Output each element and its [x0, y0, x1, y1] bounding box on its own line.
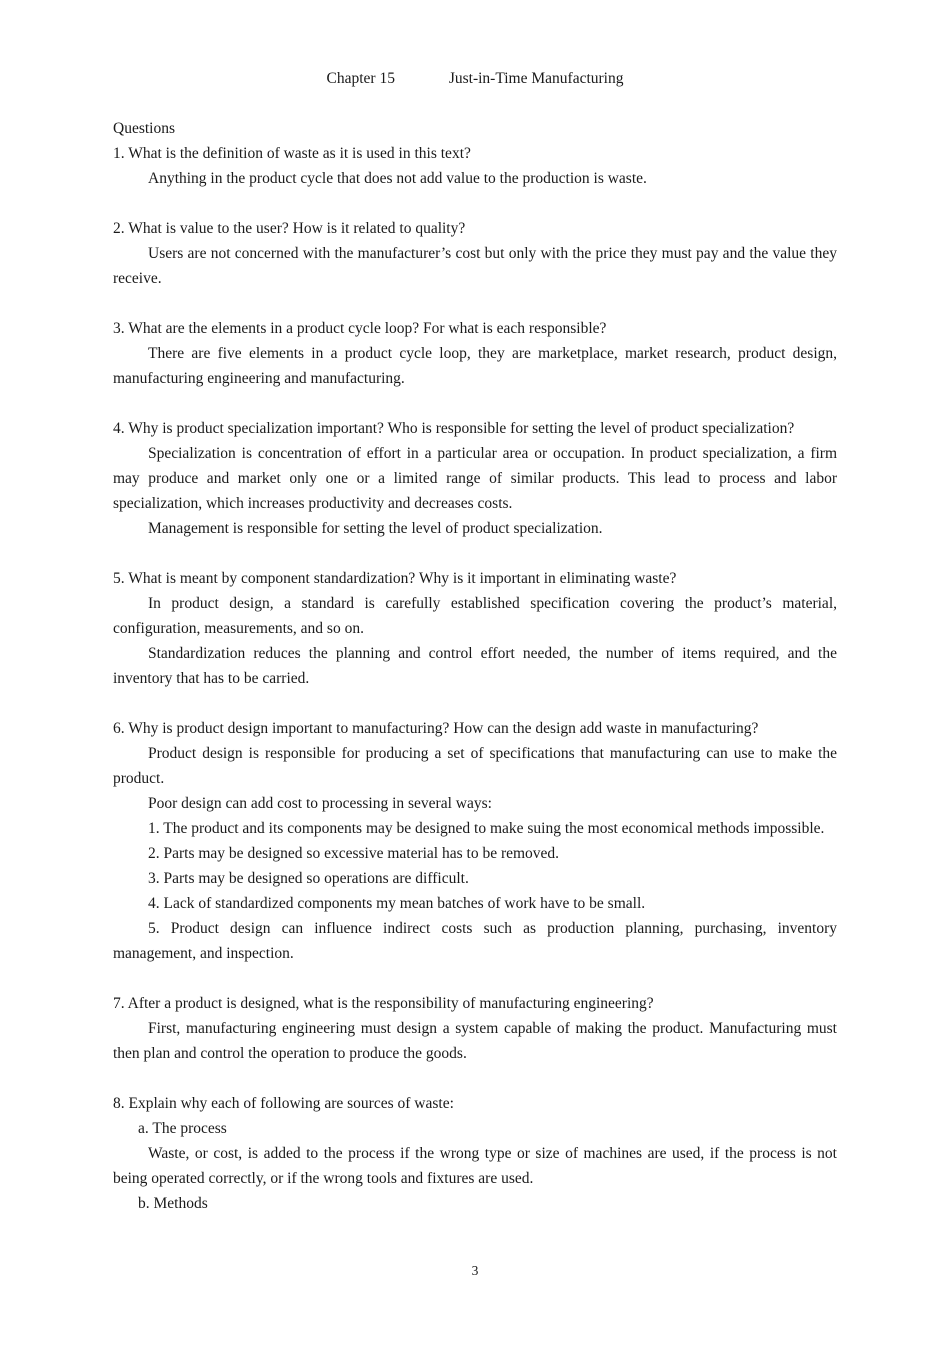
answer-8-part-a: Waste, or cost, is added to the process if the wrong type or size of machines are used, if the process is not being operated correctly, or if the wrong tools and fixtures are used.: [113, 1145, 837, 1187]
document-page: [113, 66, 837, 1216]
chapter-title: Just-in-Time Manufacturing: [448, 70, 624, 87]
page-number: 3: [471, 1263, 479, 1278]
question-4: 4. Why is product specialization important? Who is responsible for setting the level of product specialization?: [113, 420, 795, 437]
answer-4-para-1: Specialization is concentration of effort in a particular area or occupation. In product specialization, a firm may produce and market only one or a limited range of similar products. This lead to process and labor specialization, which increases productivity and decreases costs.: [113, 445, 837, 512]
question-6: 6. Why is product design important to manufacturing? How can the design add waste in manufacturing?: [113, 720, 759, 737]
section-title: Questions: [113, 120, 175, 137]
answer-3: There are five elements in a product cycle loop, they are marketplace, market research, product design, manufacturing engineering and manufacturing.: [113, 345, 837, 387]
answer-1: Anything in the product cycle that does not add value to the production is waste.: [148, 170, 647, 187]
question-7: 7. After a product is designed, what is the responsibility of manufacturing engineering?: [113, 995, 654, 1012]
question-5: 5. What is meant by component standardization? Why is it important in eliminating waste?: [113, 570, 677, 587]
question-8-part-b: b. Methods: [138, 1195, 208, 1212]
question-8-part-a: a. The process: [138, 1120, 227, 1137]
answer-6-item-2: 2. Parts may be designed so excessive material has to be removed.: [148, 845, 560, 862]
page-header: [113, 66, 837, 91]
question-3: 3. What are the elements in a product cycle loop? For what is each responsible?: [113, 320, 607, 337]
answer-7: First, manufacturing engineering must design a system capable of making the product. Manufacturing must then plan and control the operation to produce the goods.: [113, 1020, 837, 1062]
chapter-label: Chapter 15: [326, 70, 395, 87]
answer-6-item-5: 5. Product design can influence indirect costs such as production planning, purchasing, inventory management, and inspection.: [113, 920, 837, 962]
answer-6-para-2: Poor design can add cost to processing in several ways:: [148, 795, 492, 812]
answer-2: Users are not concerned with the manufacturer’s cost but only with the price they must pay and the value they receive.: [113, 245, 837, 287]
question-2: 2. What is value to the user? How is it related to quality?: [113, 220, 466, 237]
answer-6-para-1: Product design is responsible for producing a set of specifications that manufacturing can use to make the product.: [113, 745, 837, 787]
answer-5-para-1: In product design, a standard is carefully established specification covering the product’s material, configuration, measurements, and so on.: [113, 595, 837, 637]
answer-5-para-2: Standardization reduces the planning and control effort needed, the number of items required, and the inventory that has to be carried.: [113, 645, 837, 687]
answer-4-para-2: Management is responsible for setting the level of product specialization.: [148, 520, 603, 537]
answer-6-item-4: 4. Lack of standardized components my mean batches of work have to be small.: [148, 895, 646, 912]
answer-6-item-1: 1. The product and its components may be designed to make suing the most economical methods impossible.: [148, 820, 825, 837]
question-1: 1. What is the definition of waste as it is used in this text?: [113, 145, 471, 162]
answer-6-item-3: 3. Parts may be designed so operations are difficult.: [148, 870, 469, 887]
question-8: 8. Explain why each of following are sources of waste:: [113, 1095, 454, 1112]
